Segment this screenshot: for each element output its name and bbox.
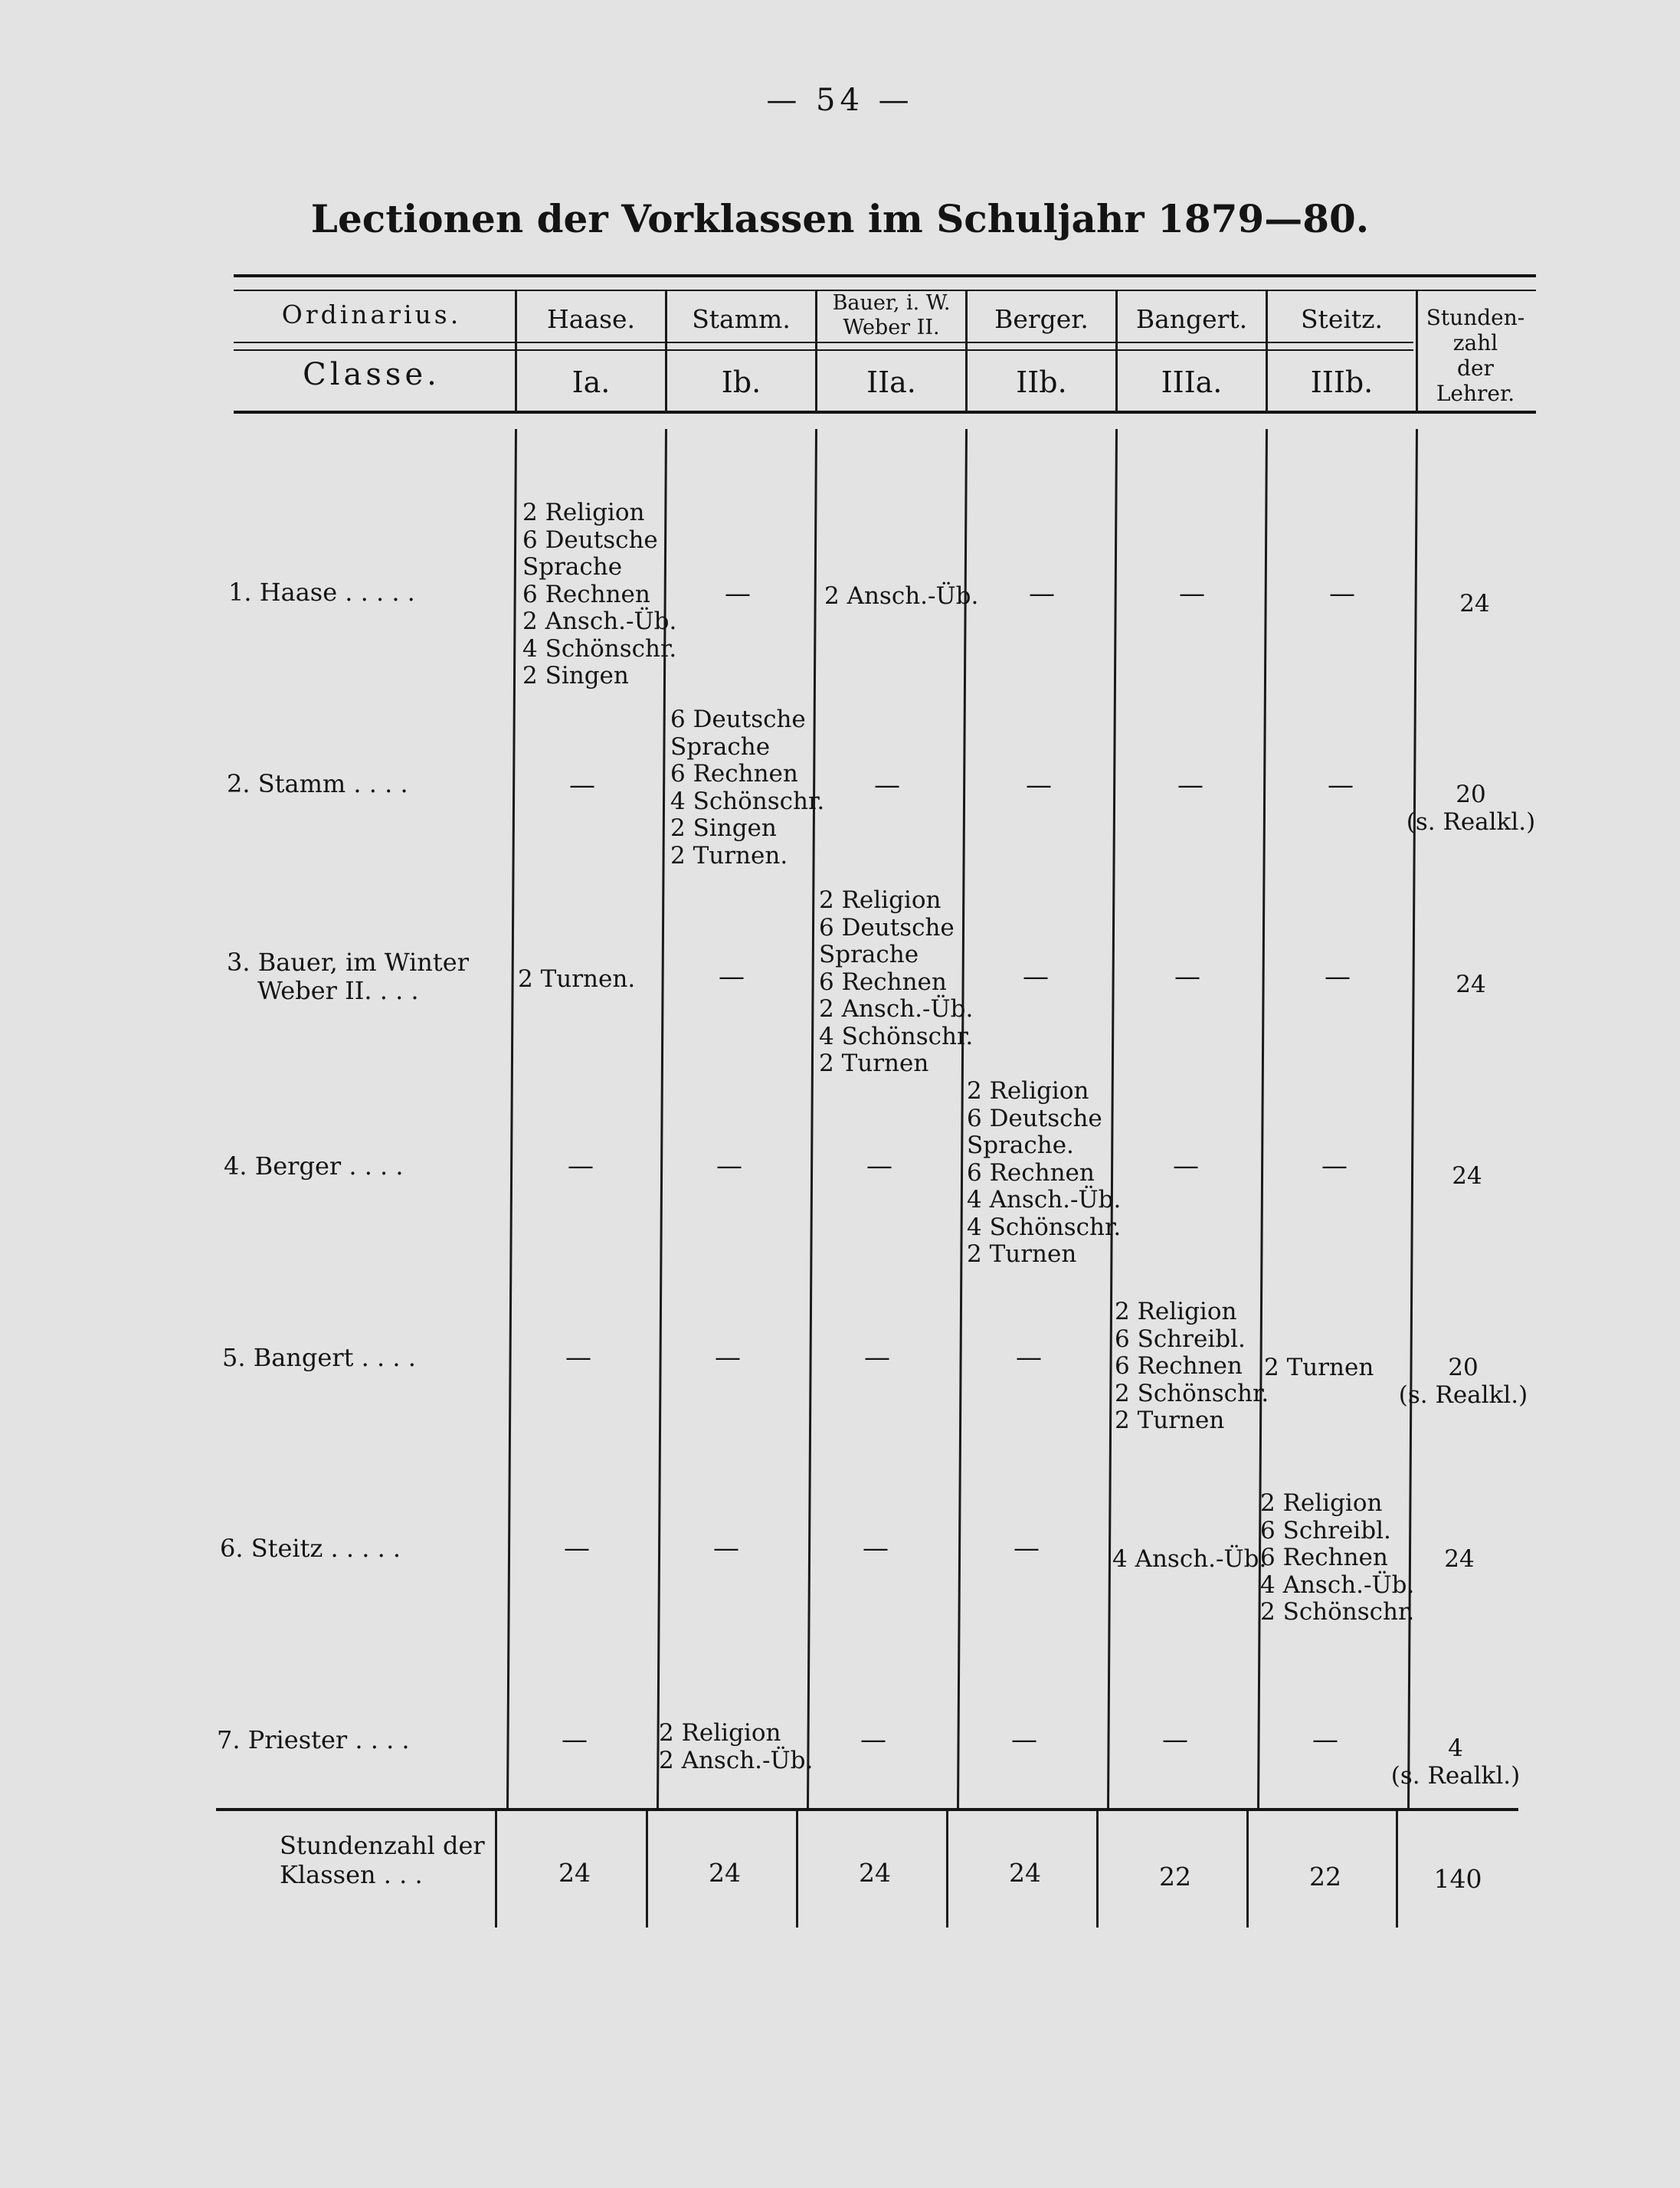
row-bangert-iiia: 2 Religion 6 Schreibl. 6 Rechnen 2 Schönschr. 2 Turnen: [1115, 1298, 1269, 1434]
row-stamm-iib: —: [1026, 770, 1052, 801]
row-label-haase: 1. Haase . . . . .: [228, 578, 415, 607]
row-priester-iia: —: [860, 1725, 886, 1755]
page-title: Lectionen der Vorklassen im Schuljahr 1879—80.: [310, 196, 1370, 241]
row-steitz-iia: —: [863, 1533, 889, 1564]
footer-col-divider: [495, 1811, 497, 1928]
footer-label: Stundenzahl der Klassen . . .: [280, 1831, 485, 1889]
teacher-header-bangert: Bangert.: [1135, 304, 1248, 334]
body-col-divider: [807, 429, 817, 1808]
teacher-header-berger: Berger.: [994, 304, 1089, 334]
teacher-header-haase: Haase.: [546, 304, 636, 334]
row-steitz-iiia: 4 Ansch.-Üb.: [1112, 1545, 1267, 1573]
class-header-ia: Ia.: [571, 365, 611, 399]
row-priester-iib: —: [1011, 1725, 1037, 1755]
teacher-header-bauer: Bauer, i. W. Weber II.: [832, 291, 951, 339]
header-separator-thin: [234, 349, 1413, 351]
row-haase-ia: 2 Religion 6 Deutsche Sprache 6 Rechnen 2 Ansch.-Üb. 4 Schönschr. 2 Singen: [522, 499, 677, 689]
footer-col-divider: [946, 1811, 948, 1928]
footer-total-ib: 24: [709, 1858, 741, 1888]
total-hours-header: Stunden- zahl der Lehrer.: [1426, 305, 1525, 406]
row-haase-iia: 2 Ansch.-Üb.: [824, 582, 979, 610]
header-bottom-rule: [234, 411, 1536, 414]
class-header-iiia: IIIa.: [1161, 365, 1223, 399]
row-priester-iiib: —: [1312, 1725, 1338, 1755]
row-bangert-iib: —: [1016, 1342, 1042, 1373]
row-haase-iiib: —: [1329, 578, 1355, 609]
row-steitz-ia: —: [564, 1533, 590, 1564]
footer-col-divider: [796, 1811, 798, 1928]
row-bangert-ib: —: [715, 1342, 741, 1373]
row-bauer-ib: —: [719, 961, 745, 992]
row-berger-iia: —: [866, 1151, 892, 1181]
row-priester-iiia: —: [1162, 1725, 1188, 1755]
row-label-stamm: 2. Stamm . . . .: [227, 769, 408, 798]
row-priester-total: 4 (s. Realkl.): [1390, 1734, 1521, 1790]
footer-col-divider: [646, 1811, 648, 1928]
row-stamm-iiia: —: [1177, 770, 1204, 801]
row-berger-ib: —: [716, 1151, 742, 1181]
row-berger-iiib: —: [1321, 1151, 1348, 1181]
row-haase-ib: —: [725, 578, 751, 609]
row-bauer-iiib: —: [1325, 961, 1351, 992]
footer-grand-total: 140: [1433, 1864, 1482, 1894]
row-label-berger: 4. Berger . . . .: [224, 1151, 404, 1181]
row-label-bauer: 3. Bauer, im Winter: [227, 948, 469, 977]
row-bangert-iia: —: [864, 1342, 890, 1373]
footer-total-iib: 24: [1009, 1858, 1041, 1888]
footer-col-divider: [1096, 1811, 1099, 1928]
row-haase-total: 24: [1459, 590, 1490, 617]
body-col-divider: [506, 429, 517, 1808]
row-bangert-iiib: 2 Turnen: [1264, 1354, 1374, 1381]
header-separator: [234, 342, 1413, 343]
ordinarius-header: Ordinarius.: [281, 300, 462, 329]
row-bangert-ia: —: [565, 1342, 591, 1373]
row-label-bauer-line2: Weber II. . . .: [257, 976, 419, 1005]
teacher-header-stamm: Stamm.: [692, 304, 791, 334]
row-berger-total: 24: [1452, 1162, 1482, 1190]
page-number: — 54 —: [766, 83, 914, 118]
table-top-rule: [234, 274, 1536, 277]
teacher-header-steitz: Steitz.: [1300, 304, 1384, 334]
row-label-bangert: 5. Bangert . . . .: [222, 1343, 416, 1372]
row-bangert-total: 20 (s. Realkl.): [1398, 1354, 1528, 1409]
footer-total-iiia: 22: [1159, 1862, 1191, 1892]
row-bauer-iiia: —: [1174, 961, 1200, 992]
row-label-priester: 7. Priester . . . .: [217, 1725, 410, 1754]
row-berger-ia: —: [568, 1151, 594, 1181]
footer-total-iiib: 22: [1309, 1862, 1341, 1892]
row-bauer-iib: —: [1023, 961, 1049, 992]
row-bauer-total: 24: [1456, 971, 1486, 998]
row-priester-ib: 2 Religion 2 Ansch.-Üb.: [659, 1719, 814, 1774]
row-haase-iiia: —: [1179, 578, 1205, 609]
row-stamm-ia: —: [569, 770, 595, 801]
row-bauer-ia: 2 Turnen.: [518, 965, 636, 993]
row-stamm-iiib: —: [1328, 770, 1354, 801]
footer-col-divider: [1246, 1811, 1249, 1928]
row-berger-iib: 2 Religion 6 Deutsche Sprache. 6 Rechnen 4 Ansch.-Üb. 4 Schönschr. 2 Turnen: [967, 1077, 1122, 1268]
footer-col-divider: [1396, 1811, 1398, 1928]
row-steitz-ib: —: [713, 1533, 739, 1564]
row-steitz-iib: —: [1014, 1533, 1040, 1564]
class-header-ib: Ib.: [721, 365, 761, 399]
row-label-steitz: 6. Steitz . . . . .: [220, 1534, 401, 1563]
row-steitz-iiib: 2 Religion 6 Schreibl. 6 Rechnen 4 Ansch.-Üb. 2 Schönschr.: [1260, 1489, 1415, 1626]
classe-header: Classe.: [303, 357, 440, 392]
class-header-iiib: IIIb.: [1310, 365, 1374, 399]
row-stamm-ib: 6 Deutsche Sprache 6 Rechnen 4 Schönschr. 2 Singen 2 Turnen.: [670, 706, 825, 870]
row-berger-iiia: —: [1173, 1151, 1199, 1181]
totals-rule: [216, 1808, 1518, 1811]
footer-total-ia: 24: [558, 1858, 591, 1888]
row-steitz-total: 24: [1444, 1545, 1475, 1573]
row-stamm-total: 20 (s. Realkl.): [1406, 781, 1536, 836]
row-bauer-iia: 2 Religion 6 Deutsche Sprache 6 Rechnen 2 Ansch.-Üb. 4 Schönschr. 2 Turnen: [819, 886, 974, 1077]
footer-total-iia: 24: [859, 1858, 891, 1888]
row-priester-ia: —: [562, 1725, 588, 1755]
body-col-divider: [957, 429, 968, 1808]
row-stamm-iia: —: [874, 770, 900, 801]
row-haase-iib: —: [1029, 578, 1055, 609]
class-header-iib: IIb.: [1016, 365, 1067, 399]
class-header-iia: IIa.: [866, 365, 916, 399]
